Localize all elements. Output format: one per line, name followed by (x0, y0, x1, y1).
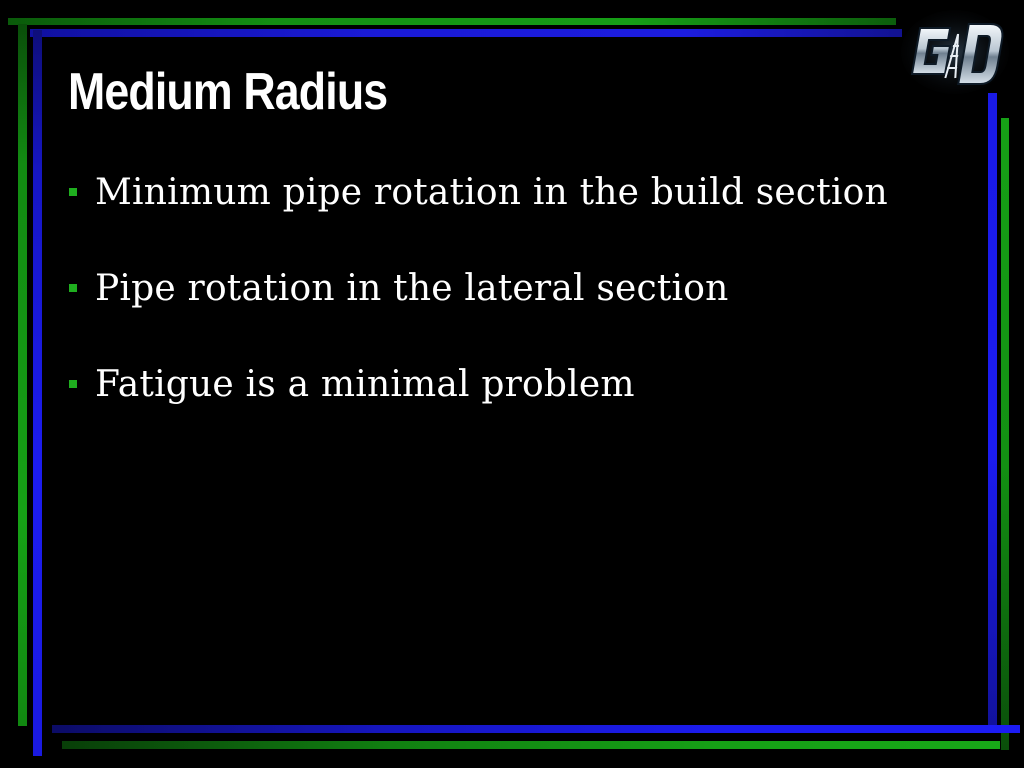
bullet-text: Fatigue is a minimal problem (95, 363, 635, 405)
slide-title: Medium Radius (68, 63, 388, 121)
bullet-text: Minimum pipe rotation in the build section (95, 171, 888, 213)
bullet-marker-icon (69, 284, 77, 292)
border-bar-top-green (8, 18, 896, 25)
company-logo-icon (900, 6, 1010, 96)
bullet-item (66, 162, 888, 222)
bullet-item (66, 258, 888, 318)
bullet-item (66, 354, 888, 414)
bullet-text: Pipe rotation in the lateral section (95, 267, 729, 309)
border-bar-bottom-blue (52, 725, 1020, 733)
border-bar-top-blue (30, 29, 902, 37)
border-bar-left-blue (33, 30, 42, 756)
bullet-marker-icon (69, 188, 77, 196)
border-bar-bottom-green (62, 741, 1000, 749)
bullet-list (66, 162, 888, 450)
border-bar-left-green (18, 24, 27, 726)
border-bar-right-blue (988, 93, 997, 733)
border-bar-right-green (1001, 118, 1009, 750)
bullet-marker-icon (69, 380, 77, 388)
